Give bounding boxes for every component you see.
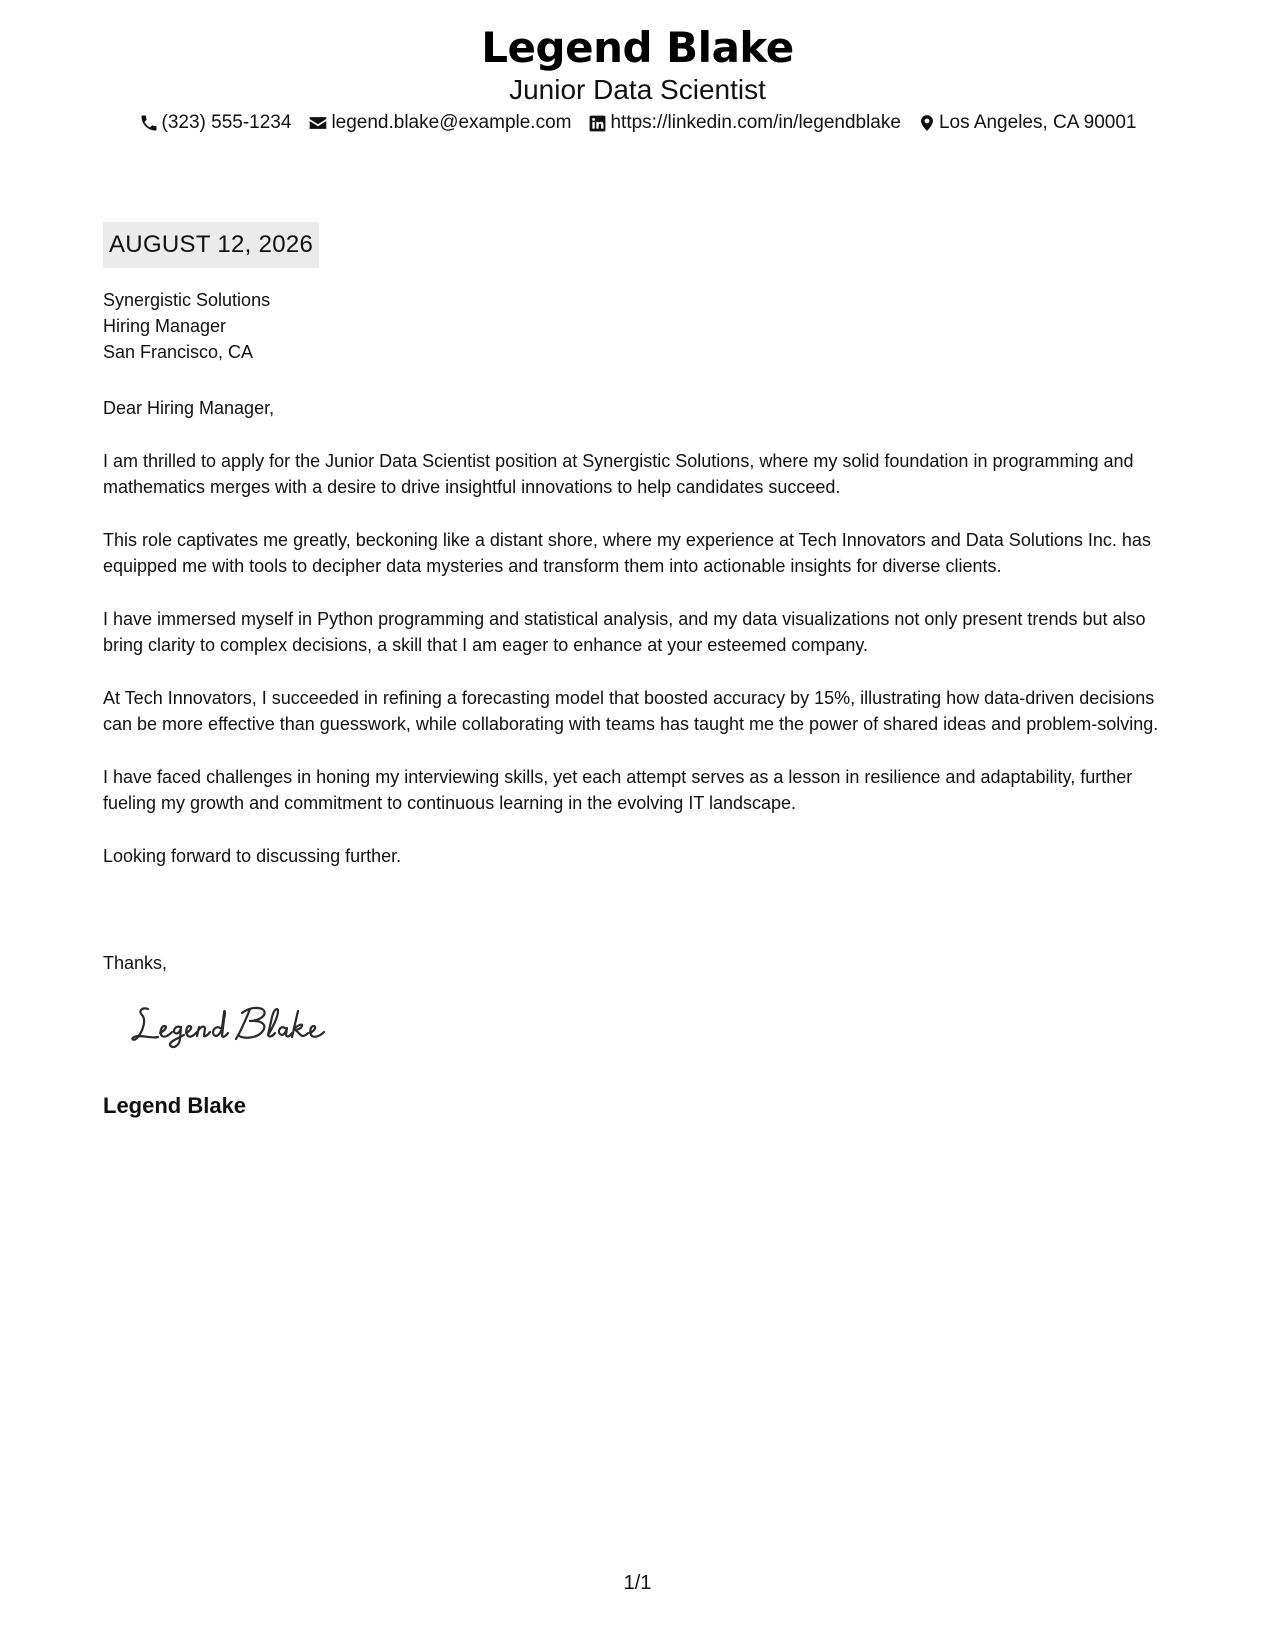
applicant-job-title: Junior Data Scientist — [509, 74, 766, 105]
location-text: Los Angeles, CA 90001 — [938, 112, 1137, 133]
contact-location — [918, 110, 1137, 136]
recipient-block — [103, 287, 270, 365]
linkedin-text[interactable]: https://linkedin.com/in/legendblake — [610, 112, 901, 133]
email-text[interactable]: legend.blake@example.com — [331, 112, 572, 133]
salutation: Dear Hiring Manager, — [103, 398, 275, 418]
map-pin-icon — [918, 113, 936, 133]
paragraph-experience: This role captivates me greatly, beckoning like a distant shore, where my experience at Tech Innovators and Data Solutions Inc. has equipped me with tools to decipher data mysteries and transform them into actionable insights for diverse clients. — [103, 529, 1151, 576]
letter-header — [0, 22, 1275, 136]
envelope-icon — [308, 113, 328, 133]
recipient-role: Hiring Manager — [103, 316, 227, 336]
linkedin-icon — [588, 114, 607, 133]
paragraph-challenges: I have faced challenges in honing my interviewing skills, yet each attempt serves as a lesson in resilience and adaptability, further fueling my growth and commitment to continuous learning in the evolving IT landscape. — [103, 766, 1133, 813]
paragraph-closing-line: Looking forward to discussing further. — [103, 845, 402, 866]
letter-date: AUGUST 12, 2026 — [103, 222, 319, 268]
handwritten-signature — [128, 995, 338, 1055]
page-number: 1/1 — [623, 1572, 652, 1594]
paragraph-intro: I am thrilled to apply for the Junior Data Scientist position at Synergistic Solutions, where my solid foundation in programming and mathematics merges with a desire to drive insightful innovations to help candidates succeed. — [103, 450, 1134, 497]
contact-email[interactable] — [308, 110, 571, 136]
applicant-name: Legend Blake — [481, 23, 794, 72]
signer-name: Legend Blake — [103, 1093, 247, 1118]
recipient-company: Synergistic Solutions — [103, 290, 271, 310]
letter-body — [103, 395, 1173, 895]
contact-info-row — [0, 110, 1275, 136]
closing-phrase: Thanks, — [103, 953, 168, 973]
paragraph-skills: I have immersed myself in Python programming and statistical analysis, and my data visualizations not only present trends but also bring clarity to complex decisions, a skill that I am eager to enhance at your esteemed company. — [103, 608, 1146, 655]
paragraph-achievement: At Tech Innovators, I succeeded in refining a forecasting model that boosted accuracy by 15%, illustrating how data-driven decisions can be more effective than guesswork, while collaborating with teams has taught me the power of shared ideas and problem-solving. — [103, 687, 1159, 734]
contact-phone — [139, 110, 292, 136]
contact-linkedin[interactable] — [588, 110, 900, 136]
recipient-location: San Francisco, CA — [103, 342, 254, 362]
phone-text: (323) 555-1234 — [161, 112, 292, 133]
phone-icon — [139, 113, 159, 133]
